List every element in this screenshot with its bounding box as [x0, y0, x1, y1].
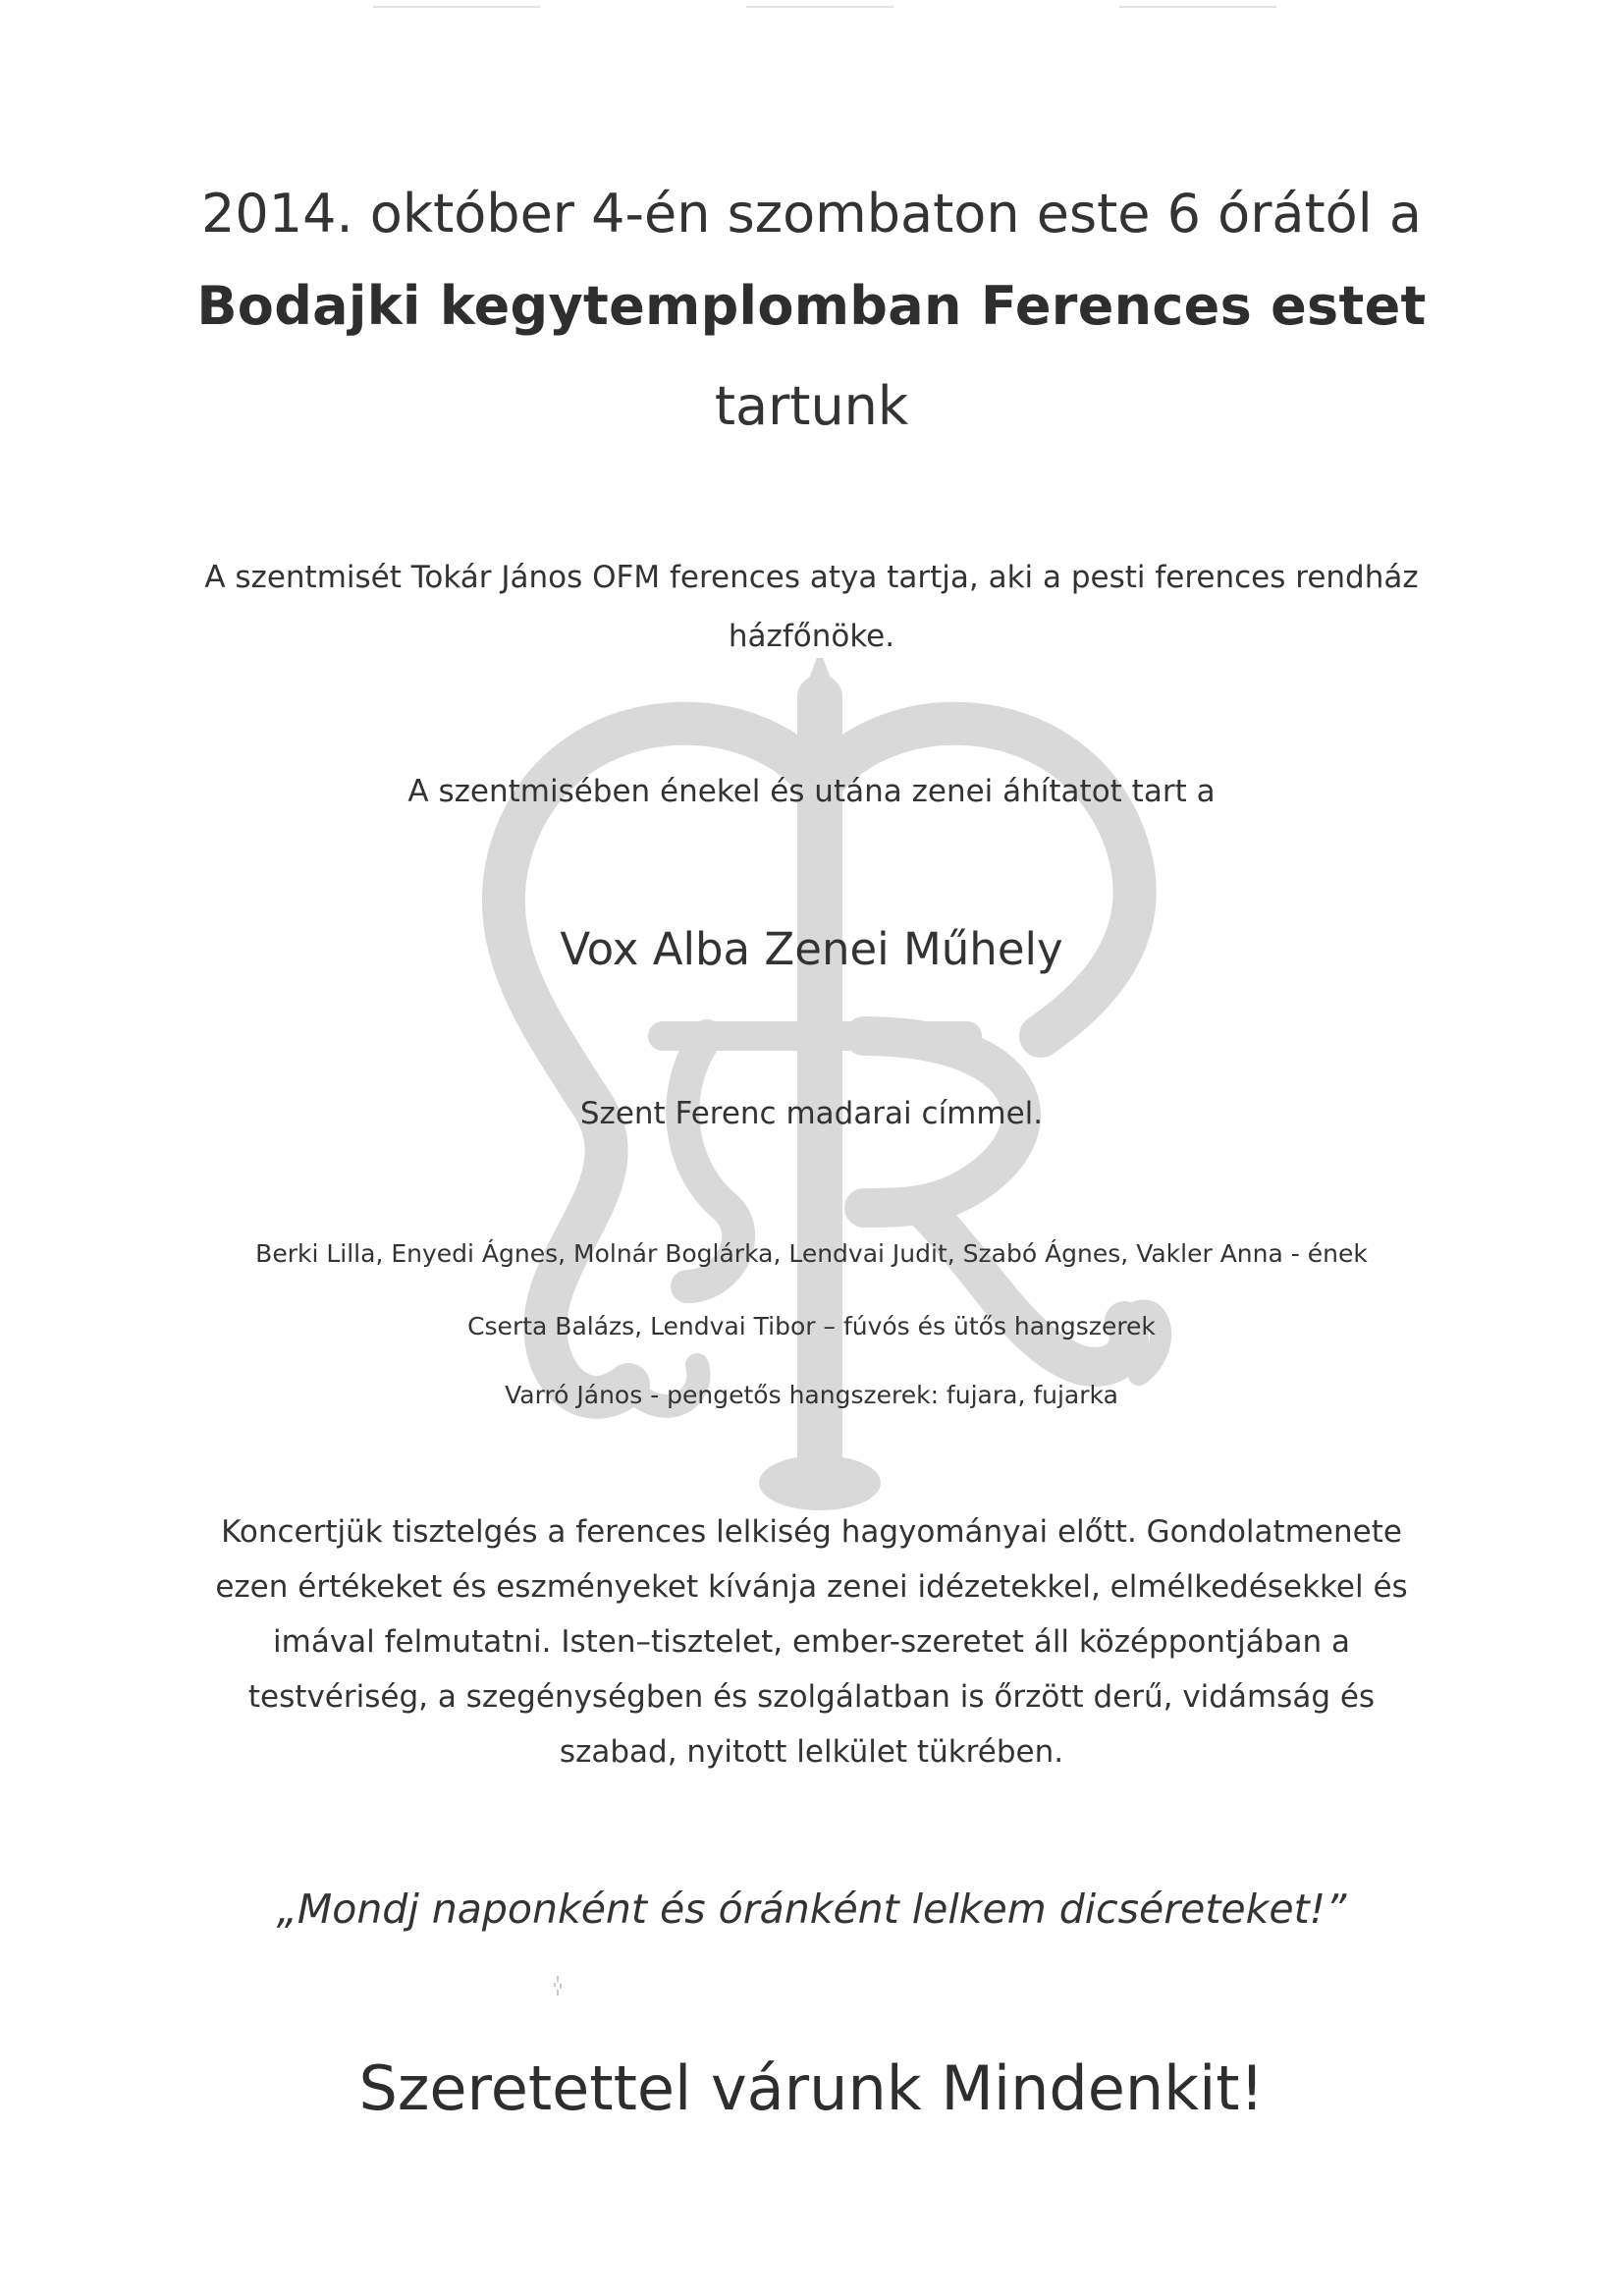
closing-invitation: Szeretettel várunk Mindenkit! — [358, 2052, 1265, 2124]
scan-edge-mark — [373, 6, 540, 8]
scan-edge-mark — [746, 6, 893, 8]
mass-celebrant-text: A szentmisét Tokár János OFM ferences atya tartja, aki a pesti ferences rendház — [204, 560, 1419, 595]
members-plucked: Varró János - pengetős hangszerek: fujara, fujarka — [505, 1381, 1118, 1409]
description-line: testvériség, a szegénységben és szolgálatban is őrzött derű, vidámság és — [247, 1679, 1376, 1715]
description-line: Koncertjük tisztelgés a ferences lelkiség hagyományai előtt. Gondolatmenete — [221, 1514, 1402, 1550]
description-line: szabad, nyitott lelkület tükrében. — [559, 1734, 1064, 1770]
performance-intro: A szentmisében énekel és utána zenei áhítatot tart a — [407, 774, 1216, 809]
event-venue-headline: Bodajki kegytemplomban Ferences estet — [196, 275, 1427, 337]
event-headline-end: tartunk — [714, 375, 909, 437]
members-vocals: Berki Lilla, Enyedi Ágnes, Molnár Boglárka, Lendvai Judit, Szabó Ágnes, Vakler Anna - ének — [255, 1239, 1368, 1268]
program-title: Szent Ferenc madarai címmel. — [579, 1096, 1044, 1131]
description-line: imával felmutatni. Isten–tisztelet, ember-szeretet áll középpontjában a — [273, 1624, 1350, 1660]
ensemble-name: Vox Alba Zenei Műhely — [560, 923, 1063, 975]
event-date-headline: 2014. október 4-én szombaton este 6 órától a — [201, 183, 1422, 245]
mass-celebrant-text-cont: házfőnöke. — [728, 619, 895, 654]
quote-text: „Mondj naponként és óránként lelkem dicséreteket!” — [276, 1886, 1347, 1933]
scan-speck-mark — [552, 1976, 566, 1997]
members-wind-percussion: Cserta Balázs, Lendvai Tibor – fúvós és ütős hangszerek — [467, 1312, 1156, 1340]
scan-edge-mark — [1119, 6, 1276, 8]
description-line: ezen értékeket és eszményeket kívánja zenei idézetekkel, elmélkedésekkel és — [215, 1569, 1408, 1605]
